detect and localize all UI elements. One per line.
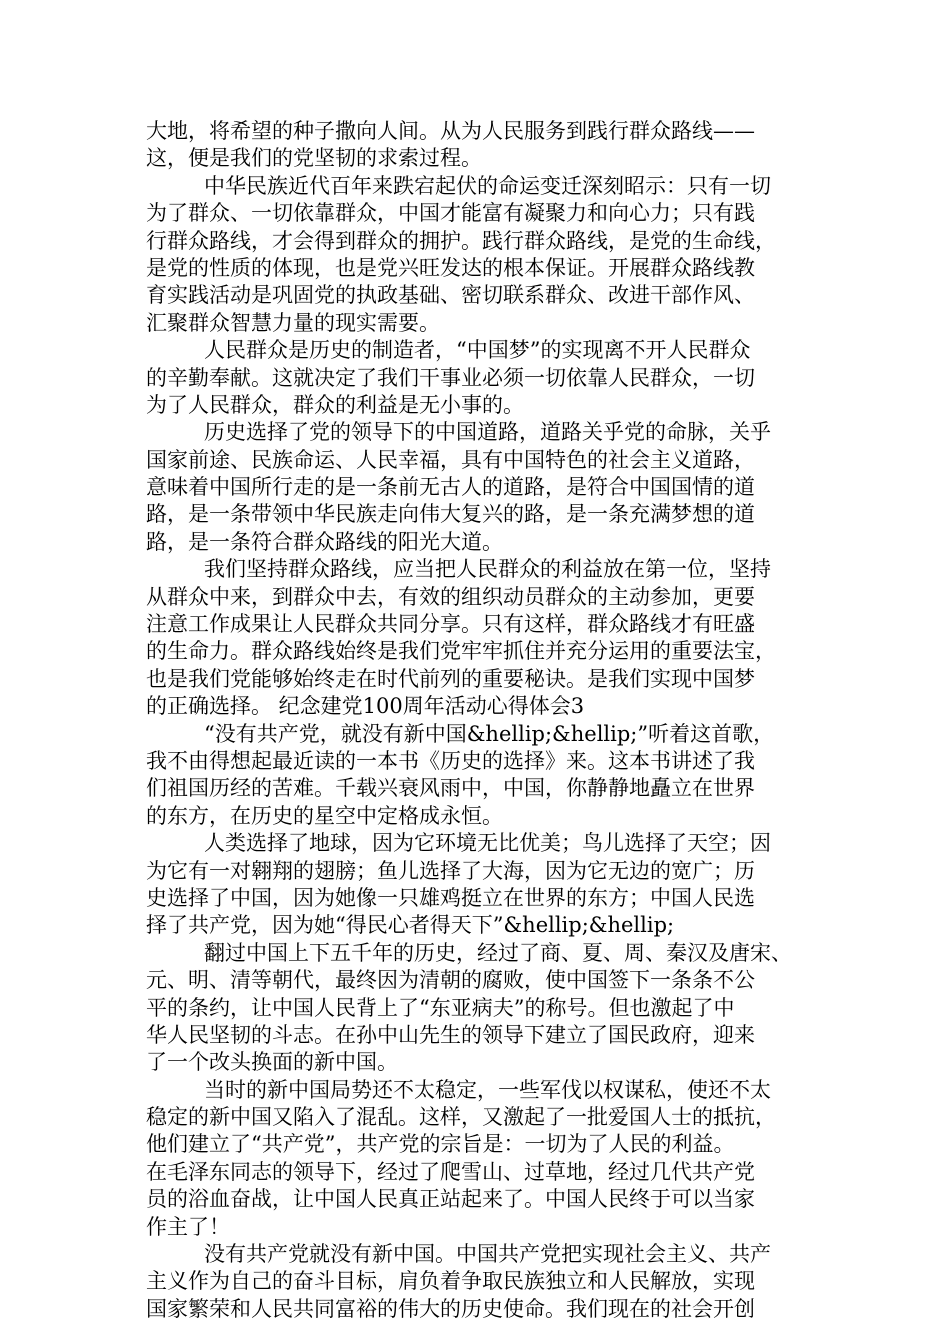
text-line: 的辛勤奉献。这就决定了我们干事业必须一切依靠人民群众，一切 (146, 365, 755, 390)
text-line: 路，是一条符合群众路线的阳光大道。 (146, 529, 503, 554)
text-line: 汇聚群众智慧力量的现实需要。 (146, 310, 440, 335)
paragraph-first-line: “没有共产党，就没有新中国&hellip;&hellip;”听着这首歌， (204, 721, 775, 746)
paragraph-first-line: 人民群众是历史的制造者，“中国梦”的实现离不开人民群众 (204, 338, 751, 363)
paragraph-first-line: 中华民族近代百年来跌宕起伏的命运变迁深刻昭示：只有一切 (204, 173, 771, 198)
text-line: 大地，将希望的种子撒向人间。从为人民服务到践行群众路线—— (146, 119, 755, 143)
text-line: 国家前途、民族命运、人民幸福，具有中国特色的社会主义道路， (146, 447, 755, 472)
text-line: 为了人民群众，群众的利益是无小事的。 (146, 392, 524, 417)
text-line: 是党的性质的体现，也是党兴旺发达的根本保证。开展群众路线教 (146, 255, 755, 280)
paragraph-first-line: 人类选择了地球，因为它环境无比优美；鸟儿选择了天空；因 (204, 831, 771, 856)
text-line: 元、明、清等朝代，最终因为清朝的腐败，使中国签下一条条不公 (146, 968, 755, 993)
text-line: 我不由得想起最近读的一本书《历史的选择》来。这本书讲述了我 (146, 748, 755, 773)
text-line: 为了群众、一切依靠群众，中国才能富有凝聚力和向心力；只有践 (146, 201, 755, 226)
paragraph-first-line: 我们坚持群众路线，应当把人民群众的利益放在第一位，坚持 (204, 557, 771, 582)
text-line: 的生命力。群众路线始终是我们党牢牢抓住并充分运用的重要法宝， (146, 639, 776, 664)
text-line: 路，是一条带领中华民族走向伟大复兴的路，是一条充满梦想的道 (146, 502, 755, 527)
text-line: 他们建立了“共产党”，共产党的宗旨是：一切为了人民的利益。 (146, 1132, 735, 1157)
text-line: 行群众路线，才会得到群众的拥护。践行群众路线，是党的生命线， (146, 228, 776, 253)
text-line: 意味着中国所行走的是一条前无古人的道路，是符合中国国情的道 (146, 475, 755, 500)
text-line: 主义作为自己的奋斗目标，肩负着争取民族独立和人民解放，实现 (146, 1269, 755, 1294)
paragraph-first-line: 当时的新中国局势还不太稳定，一些军伐以权谋私，使还不太 (204, 1077, 771, 1102)
text-line: 作主了！ (146, 1214, 230, 1239)
paragraph-first-line: 翻过中国上下五千年的历史，经过了商、夏、周、秦汉及唐宋、 (204, 940, 792, 965)
text-line: 育实践活动是巩固党的执政基础、密切联系群众、改进干部作风、 (146, 283, 755, 308)
text-line: 注意工作成果让人民群众共同分享。只有这样，群众路线才有旺盛 (146, 612, 755, 637)
text-line: 华人民坚韧的斗志。在孙中山先生的领导下建立了国民政府，迎来 (146, 1022, 755, 1047)
text-line: 们祖国历经的苦难。千载兴衰风雨中，中国，你静静地矗立在世界 (146, 776, 755, 801)
text-line: 在毛泽东同志的领导下，经过了爬雪山、过草地，经过几代共产党 (146, 1159, 755, 1184)
text-line: 员的浴血奋战，让中国人民真正站起来了。中国人民终于可以当家 (146, 1187, 755, 1212)
paragraph-first-line: 历史选择了党的领导下的中国道路，道路关乎党的命脉，关乎 (204, 420, 771, 445)
text-line: 史选择了中国，因为她像一只雄鸡挺立在世界的东方；中国人民选 (146, 885, 755, 910)
text-line: 从群众中来，到群众中去，有效的组织动员群众的主动参加，更要 (146, 584, 755, 609)
text-line: 稳定的新中国又陷入了混乱。这样，又激起了一批爱国人士的抵抗， (146, 1105, 776, 1130)
text-line: 了一个改头换面的新中国。 (146, 1050, 398, 1075)
document-body (146, 118, 826, 1323)
text-line: 国家繁荣和人民共同富裕的伟大的历史使命。我们现在的社会开创 (146, 1296, 755, 1321)
text-line: 这，便是我们的党坚韧的求索过程。 (146, 146, 482, 171)
text-line: 的东方，在历史的星空中定格成永恒。 (146, 803, 503, 828)
paragraph-first-line: 没有共产党就没有新中国。中国共产党把实现社会主义、共产 (204, 1242, 771, 1267)
text-line: 为它有一对翱翔的翅膀；鱼儿选择了大海，因为它无边的宽广；历 (146, 858, 755, 883)
text-line: 择了共产党，因为她“得民心者得天下”&hellip;&hellip; (146, 913, 675, 938)
text-line-with-section-title: 的正确选择。 纪念建党100周年活动心得体会3 (146, 694, 585, 719)
text-line: 也是我们党能够始终走在时代前列的重要秘诀。是我们实现中国梦 (146, 666, 755, 691)
text-line: 平的条约，让中国人民背上了“东亚病夫”的称号。但也激起了中 (146, 995, 735, 1020)
